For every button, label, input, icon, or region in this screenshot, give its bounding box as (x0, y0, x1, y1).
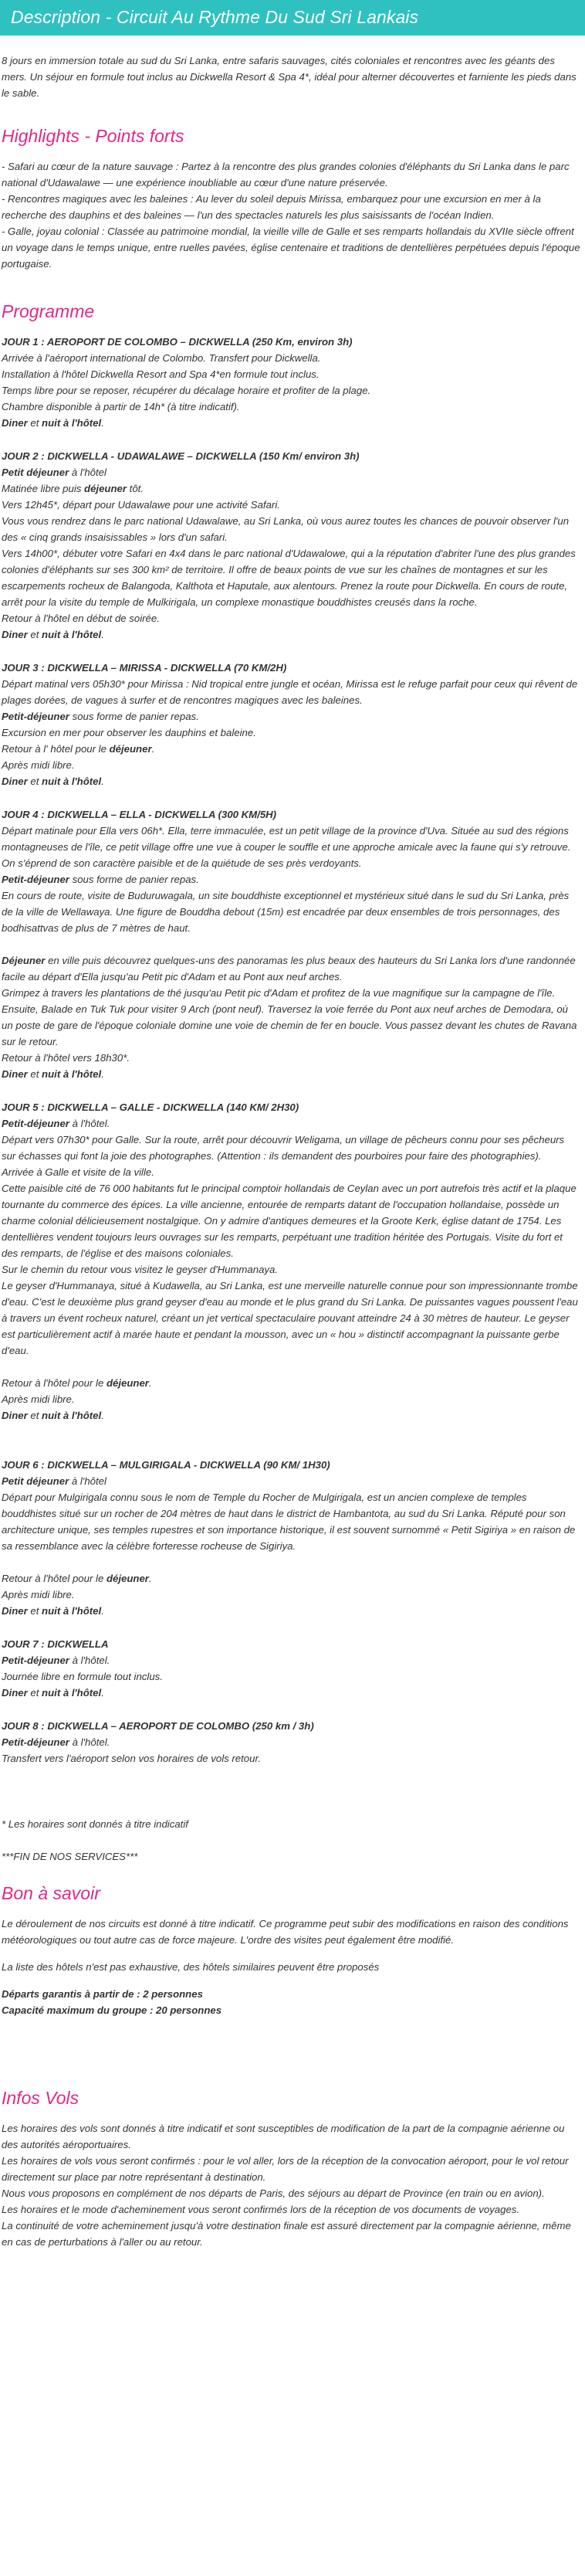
day-line (2, 1132, 580, 1164)
day-line-text: . (101, 417, 104, 429)
day-line (2, 871, 580, 888)
day-line-text: et (27, 1068, 42, 1080)
day-line (2, 626, 580, 643)
day-line-text: Vers 14h00*, débuter votre Safari en 4x4 dans le parc national d'Udawalowe, qui a la réputation d'abriter l'une des plus grandes colonies d'éléphants sur ses 300 km² de territoire. Il offre de beaux points de vue sur les chaînes de montagnes et sur les escarpements rocheux de Balangoda, Kalthota et Haputale, aux alentours. Prenez la route pour Dickwella. En cours de route, arrêt pour la visite du temple de Mulkirigala, un complexe monastique bouddhistes creusés dans la roche. (2, 548, 576, 608)
day-line-text: Installation à l'hôtel Dickwella Resort and Spa 4*en formule tout inclus. (2, 368, 320, 380)
day-line-bold: nuit à l'hôtel (42, 417, 102, 429)
day-line-text: Retour à l'hôtel en début de soirée. (2, 613, 160, 624)
schedule-note: * Les horaires sont donnés à titre indicatif (2, 1818, 188, 1830)
departures-guaranteed: Départs garantis à partir de : 2 personnes (2, 1988, 203, 2000)
day-title: JOUR 2 : DICKWELLA - UDAWALAWE – DICKWELLA (150 Km/ environ 3h) (2, 450, 360, 462)
day-line (2, 1473, 580, 1489)
day-line (2, 1066, 580, 1082)
day-line-text: Retour à l'hôtel vers 18h30*. (2, 1052, 130, 1064)
day-line-text: Temps libre pour se reposer, récupérer du décalage horaire et profiter de la plage. (2, 385, 371, 396)
day-line-text: et (27, 1605, 42, 1617)
bon-para-2: La liste des hôtels n'est pas exhaustive, des hôtels similaires peuvent être proposés (2, 1961, 380, 1973)
day-line-bold: Petit déjeuner (2, 467, 69, 478)
day-line (2, 1407, 580, 1424)
day-line (2, 415, 580, 431)
day-line-bold: Diner (2, 1605, 28, 1617)
day-line-bold: nuit à l'hôtel (42, 1068, 102, 1080)
day-line-text: et (27, 629, 42, 640)
day-line-bold: Petit déjeuner (2, 1475, 69, 1487)
bon-para-1: Le déroulement de nos circuits est donné à titre indicatif. Ce programme peut subir des modifications en raison des conditions météorologiques ou tout autre cas de force majeure. L'ordre des visites peut également être modifié. (2, 1918, 572, 1946)
content (0, 53, 580, 2250)
day-line (2, 1652, 580, 1668)
day-line-bold: Déjeuner (2, 955, 46, 966)
day-line-text: . (101, 1687, 104, 1699)
infos-vols-title: Infos Vols (2, 2088, 79, 2108)
day-line (2, 1261, 580, 1278)
day-line-bold: nuit à l'hôtel (42, 1687, 102, 1699)
day-line-text: . (101, 629, 104, 640)
day-line (2, 708, 580, 725)
day-line-text: . (101, 1605, 104, 1617)
day-line-bold: nuit à l'hôtel (42, 1605, 102, 1617)
highlights-section (2, 126, 580, 272)
programme-title: Programme (2, 301, 95, 321)
description-banner: Description - Circuit Au Rythme Du Sud Sri Lankais (0, 0, 585, 36)
day-line (2, 757, 580, 773)
day-line-bold: Diner (2, 776, 28, 787)
day-line-bold: nuit à l'hôtel (42, 1410, 102, 1421)
day-line (2, 1734, 580, 1750)
infos-vols-line: Les horaires des vols sont donnés à titre indicatif et sont susceptibles de modification de la part de la compagnie aérienne ou des autorités aéroportuaires. (2, 2123, 565, 2150)
highlights-title: Highlights - Points forts (2, 126, 184, 146)
day-line-text: . (101, 776, 104, 787)
spacer (2, 1359, 580, 1375)
bon-a-savoir-section (2, 1883, 580, 2018)
day-line (2, 1668, 580, 1685)
day-line-text: sous forme de panier repas. (69, 874, 199, 885)
day-line-text: et (27, 776, 42, 787)
day-line-text: en ville puis découvrez quelques-uns des panoramas les plus beaux des hauteurs du Sri Lanka lors d'une randonnée facile au départ d'Ella jusqu'au Petit pic d'Adam et au Pont aux neuf arches. (2, 955, 576, 983)
day-line-text: Vous vous rendrez dans le parc national Udawalawe, au Sri Lanka, où vous aurez toutes les chances de pouvoir observer l'un des « cinq grands insaisissables » lors d'un safari. (2, 515, 570, 543)
group-capacity: Capacité maximum du groupe : 20 personnes (2, 2004, 222, 2016)
day-line-text: Départ vers 07h30* pour Galle. Sur la route, arrêt pour découvrir Weligama, un village de pêcheurs connu pour ses pêcheurs sur échasses qui font la joie des photographes. (Attention : ils demandent des pourboires pour faire des photographies). (2, 1134, 565, 1162)
day-line-bold: déjeuner (106, 1573, 149, 1584)
day-line (2, 741, 580, 757)
day-line-bold: Diner (2, 1068, 28, 1080)
day-line (2, 1685, 580, 1701)
day-line-bold: nuit à l'hôtel (42, 629, 102, 640)
day-line-text: Départ matinale pour Ella vers 06h*. Ella, terre immaculée, est un petit village de la province d'Uva. Située au sud des régions montagneuses de l'île, ce petit village offre une vue à couper le souffle et une approche amicale avec la faune qui s'y retrouve. On s'éprend de son caractère paisible et de la quiétude de ses près verdoyants. (2, 825, 571, 869)
day-line-text: Le geyser d'Hummanaya, situé à Kudawella, au Sri Lanka, est une merveille naturelle connue pour son impressionnante trombe d'eau. C'est le deuxième plus grand geyser d'eau au monde et le plus grand du Sri Lanka. De puissantes vagues poussent l'eau à travers un évent rocheux naturel, créant un jet vertical spectaculaire pouvant atteindre 24 à 30 mètres de hauteur. Le geyser est particulièrement actif à marée haute et pendant la mousson, avec un « hou » distinctif accompagnant la puissante gerbe d'eau. (2, 1280, 578, 1356)
day-line (2, 480, 580, 497)
day-line-bold: déjeuner (84, 483, 127, 494)
day-line-bold: déjeuner (109, 743, 152, 755)
programme-days (2, 334, 580, 1767)
day-line-text: Retour à l' hôtel pour le (2, 743, 110, 755)
day-block (2, 448, 580, 643)
day-line (2, 366, 580, 382)
infos-vols-line: Nous vous proposons en complément de nos départs de Paris, des séjours au départ de Province (en train ou en avion). (2, 2187, 545, 2199)
day-line-text: Après midi libre. (2, 1393, 75, 1405)
day-line-text: à l'hôtel (69, 1475, 107, 1487)
day-line-text: Arrivée à l'aéroport international de Colombo. Transfert pour Dickwella. (2, 352, 321, 364)
day-line-text: Retour à l'hôtel pour le (2, 1377, 107, 1389)
day-line-text: et (27, 417, 42, 429)
day-line (2, 399, 580, 415)
day-line (2, 610, 580, 626)
infos-vols-line: Les horaires de vols vous seront confirmés : pour le vol aller, lors de la réception de la convocation aéroport, pour le vol retour directement sur place par notre représentant à destination. (2, 2155, 569, 2183)
day-title: JOUR 7 : DICKWELLA (2, 1638, 109, 1650)
day-title: JOUR 8 : DICKWELLA – AEROPORT DE COLOMBO (250 km / 3h) (2, 1720, 314, 1732)
day-line (2, 464, 580, 480)
day-line-bold: Petit-déjeuner (2, 874, 69, 885)
programme-section (2, 301, 580, 1767)
day-line (2, 513, 580, 545)
spacer (2, 1441, 580, 1457)
infos-vols-section (2, 2088, 580, 2250)
bon-a-savoir-title: Bon à savoir (2, 1883, 100, 1903)
day-line (2, 382, 580, 399)
day-line-text: . (148, 1573, 152, 1584)
day-title: JOUR 6 : DICKWELLA – MULGIRIGALA - DICKWELLA (90 KM/ 1H30) (2, 1459, 330, 1471)
day-line-text: Ensuite, Balade en Tuk Tuk pour visiter 9 Arch (pont neuf). Traversez la voie ferrée du Pont aux neuf arches de Demodara, où un poste de gare de l'époque coloniale domine une voie de chemin de fer en boucle. Vous passez devant les chutes de Ravana sur le retour. (2, 1003, 577, 1047)
day-line-text: Sur le chemin du retour vous visitez le geyser d'Hummanaya. (2, 1264, 279, 1275)
day-line (2, 1001, 580, 1050)
day-line (2, 1603, 580, 1619)
day-line (2, 1391, 580, 1407)
day-line-text: à l'hôtel. (69, 1736, 110, 1748)
day-line-text: . (148, 1377, 152, 1389)
day-block (2, 1099, 580, 1424)
highlight-item: - Safari au cœur de la nature sauvage : Partez à la rencontre des plus grandes colonies d'éléphants du Sri Lanka dans le parc national d'Udawalawe — une expérience inoubliable au cœur d'une nature préservée. (2, 161, 570, 188)
highlight-item: - Rencontres magiques avec les baleines : Au lever du soleil depuis Mirissa, embarquez pour une excursion en mer à la recherche des dauphins et des baleines — l'un des spectacles naturels les plus saisissants de l'océan Indien. (2, 193, 541, 221)
day-line-bold: Petit-déjeuner (2, 1118, 69, 1129)
day-block (2, 1718, 580, 1767)
intro-text: 8 jours en immersion totale au sud du Sri Lanka, entre safaris sauvages, cités coloniales et rencontres avec les géants des mers. Un séjour en formule tout inclus au Dickwella Resort & Spa 4*, idéal pour alterner découvertes et farniente les pieds dans le sable. (2, 55, 580, 99)
day-line (2, 985, 580, 1001)
day-line-text: à l'hôtel (69, 467, 107, 478)
infos-vols-line: Les horaires et le mode d'acheminement vous seront confirmés lors de la réception de vos documents de voyages. (2, 2204, 520, 2215)
day-title: JOUR 5 : DICKWELLA – GALLE - DICKWELLA (140 KM/ 2H30) (2, 1101, 299, 1113)
day-line-text: et (27, 1410, 42, 1421)
spacer (2, 1832, 580, 1848)
day-line-text: à l'hôtel. (69, 1655, 110, 1666)
day-block (2, 660, 580, 789)
day-line (2, 676, 580, 708)
highlights-list (2, 158, 580, 272)
day-line (2, 1587, 580, 1603)
day-line-bold: déjeuner (106, 1377, 149, 1389)
day-line (2, 1180, 580, 1261)
day-line-text: Après midi libre. (2, 1589, 75, 1600)
day-line-bold: Diner (2, 1687, 28, 1699)
day-line (2, 1375, 580, 1391)
day-line-bold: Diner (2, 629, 28, 640)
day-line-text: sous forme de panier repas. (69, 711, 199, 722)
day-line-text: . (151, 743, 155, 755)
day-line-bold: Diner (2, 1410, 28, 1421)
day-line-text: Départ pour Mulgirigala connu sous le nom de Temple du Rocher de Mulgirigala, est un ancien complexe de temples bouddhistes situé sur un rocher de 204 mètres de haut dans le district de Hambantota, au sud du Sri Lanka. Réputé pour son architecture unique, ses temples rupestres et son importance historique, il est souvent surnommé « Petit Sigiriya » en raison de sa ressemblance avec la célèbre forteresse rocheuse de Sigiriya. (2, 1492, 576, 1552)
day-title: JOUR 1 : AEROPORT DE COLOMBO – DICKWELLA (250 Km, environ 3h) (2, 336, 353, 348)
day-line-bold: Petit-déjeuner (2, 1655, 69, 1666)
day-line-text: Excursion en mer pour observer les dauphins et baleine. (2, 727, 256, 738)
day-line-bold: Petit-déjeuner (2, 711, 69, 722)
day-line (2, 1489, 580, 1554)
day-title: JOUR 4 : DICKWELLA – ELLA - DICKWELLA (300 KM/5H) (2, 809, 277, 820)
day-line-bold: nuit à l'hôtel (42, 776, 102, 787)
day-block (2, 806, 580, 1082)
infos-vols-line: La continuité de votre acheminement jusqu'à votre destination finale est assuré directement par la compagnie aérienne, même en cas de perturbations à l'aller ou au retour. (2, 2220, 571, 2248)
spacer (2, 1784, 580, 1816)
infos-vols-lines (2, 2120, 580, 2250)
day-line (2, 1278, 580, 1359)
day-line-text: à l'hôtel. (69, 1118, 110, 1129)
day-line (2, 545, 580, 610)
day-line-text: Départ matinal vers 05h30* pour Mirissa : Nid tropical entre jungle et océan, Mirissa est le refuge parfait pour ceux qui rêvent de plages dorées, de vagues à surfer et de rencontres magiques avec les baleines. (2, 678, 578, 706)
spacer (2, 1554, 580, 1570)
day-line (2, 725, 580, 741)
day-line-bold: Petit-déjeuner (2, 1736, 69, 1748)
day-line-bold: Diner (2, 417, 28, 429)
day-line-text: et (27, 1687, 42, 1699)
day-line-text: Transfert vers l'aéroport selon vos horaires de vols retour. (2, 1753, 262, 1764)
day-line-text: Chambre disponible à partir de 14h* (à titre indicatif). (2, 401, 240, 412)
day-line (2, 1164, 580, 1180)
day-line-text: Journée libre en formule tout inclus. (2, 1671, 163, 1682)
day-line-text: En cours de route, visite de Buduruwagala, un site bouddhiste exceptionnel et mystérieux situé dans le sud du Sri Lanka, près de la ville de Wellawaya. Une figure de Bouddha debout (15m) est encadrée par deux ensembles de trois personnages, des bodhisattvas de plus de 7 mètres de haut. (2, 890, 570, 934)
day-line-text: Vers 12h45*, départ pour Udawalawe pour une activité Safari. (2, 499, 280, 511)
day-line (2, 1750, 580, 1767)
day-block (2, 1457, 580, 1619)
highlight-item: - Galle, joyau colonial : Classée au patrimoine mondial, la vieille ville de Galle et ses remparts hollandais du XVIIe siècle offrent un voyage dans le temps unique, entre ruelles pavées, église centenaire et traditions de dentellières perpétuées depuis l'époque portugaise. (2, 226, 580, 270)
day-line-text: Grimpez à travers les plantations de thé jusqu'au Petit pic d'Adam et profitez de la vue magnifique sur la campagne de l'île. (2, 987, 556, 999)
day-title: JOUR 3 : DICKWELLA – MIRISSA - DICKWELLA (70 KM/2H) (2, 662, 287, 674)
day-line-text: . (101, 1410, 104, 1421)
day-line (2, 1115, 580, 1132)
day-line (2, 1050, 580, 1066)
day-line (2, 952, 580, 985)
day-line-text: . (101, 1068, 104, 1080)
day-line (2, 1570, 580, 1587)
end-of-services: ***FIN DE NOS SERVICES*** (2, 1851, 138, 1862)
day-line-text: Après midi libre. (2, 759, 75, 771)
day-line-text: Arrivée à Galle et visite de la ville. (2, 1166, 154, 1178)
day-block (2, 334, 580, 431)
spacer (2, 936, 580, 952)
day-line-text: Matinée libre puis (2, 483, 85, 494)
day-line-text: Retour à l'hôtel pour le (2, 1573, 107, 1584)
day-line (2, 497, 580, 513)
day-line (2, 350, 580, 366)
day-line (2, 823, 580, 871)
day-line (2, 888, 580, 936)
day-block (2, 1636, 580, 1701)
day-line-text: tôt. (127, 483, 144, 494)
day-line-text: Cette paisible cité de 76 000 habitants fut le principal comptoir hollandais de Ceylan avec un port autrefois très actif et la plaque tournante du commerce des épices. La ville ancienne, entourée de remparts datant de l'occupation hollandaise, possède un charme colonial délicieusement nostalgique. On y admire d'antiques demeures et la Groote Kerk, église datant de 1754. Les dentellières vendent toujours leurs ouvrages sur les remparts, perpétuant une tradition héritée des Portugais. Visite du fort et des remparts, de l'église et des maisons coloniales. (2, 1183, 577, 1259)
day-line (2, 773, 580, 789)
